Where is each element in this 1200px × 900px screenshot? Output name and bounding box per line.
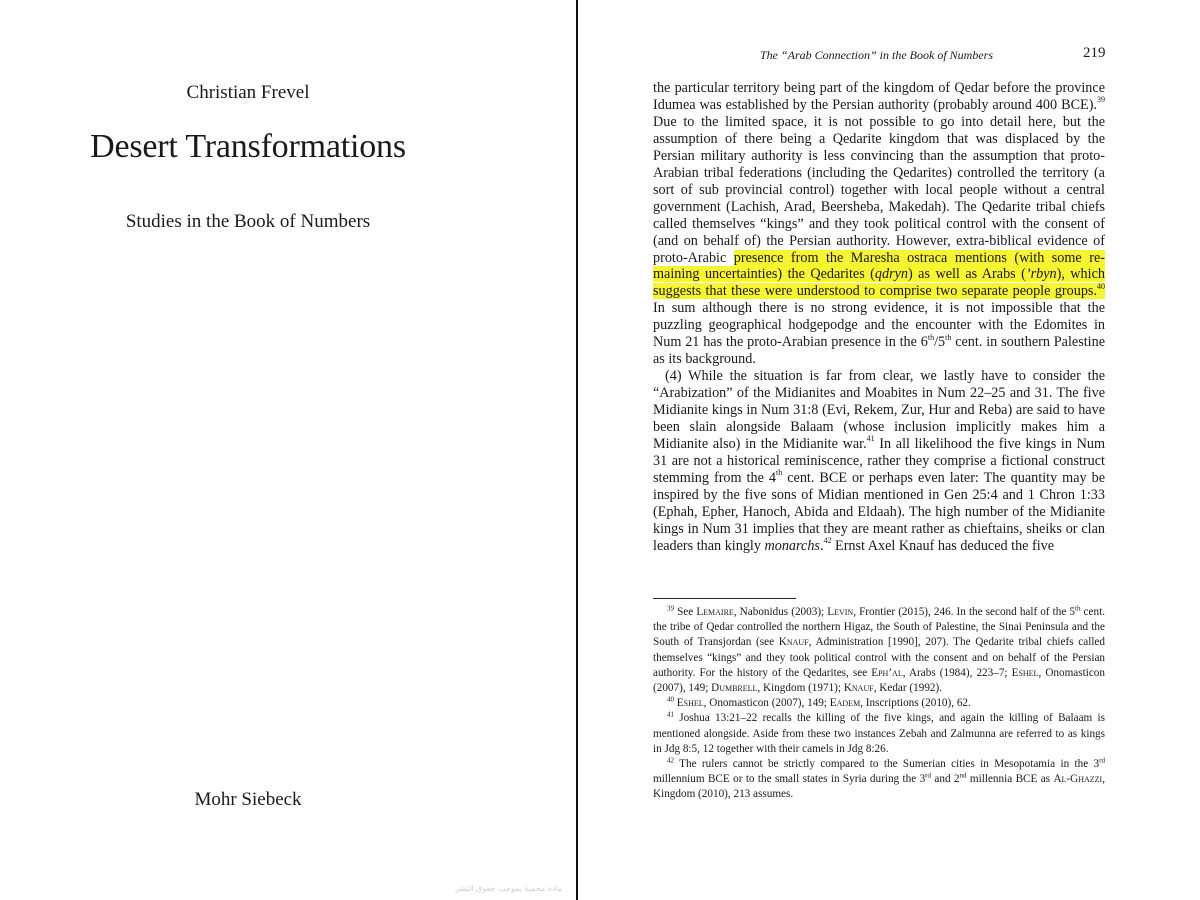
author-name: Levin	[827, 606, 854, 618]
author-name: Eshel	[676, 697, 704, 710]
text-run: , Onomasticon (2007), 149;	[653, 666, 1105, 695]
text-run: Joshua 13:21–22 recalls the killing of the five kings, and again the killing of Balaam is mentioned alongside. Aside from these two instances Zebah and Zalmunna are referred to as kings in Jdg 8:5, 12 together with their camels in Jdg 8:26.	[653, 712, 1105, 755]
author-name: Lemaire	[696, 606, 734, 618]
ordinal-suffix: nd	[959, 771, 967, 780]
text-run: , Inscriptions (2010), 62.	[860, 697, 971, 710]
body-text	[653, 80, 1105, 555]
author-name: Knauf	[843, 682, 874, 695]
footnote-ref-42[interactable]: 42	[823, 536, 832, 545]
text-run: millennium BCE or to the small states in Syria during the 3	[653, 773, 926, 786]
text-run: presence from the Maresha ostraca mentions (with some remaining uncertainties) the Qedarites (	[653, 249, 1105, 283]
right-page	[578, 0, 1200, 900]
text-run: , Kingdom (2010), 213 assumes.	[653, 773, 1105, 801]
text-run: /5	[934, 334, 946, 351]
paragraph-2	[653, 368, 1105, 554]
text-run: Due to the limited space, it is not possible to go into detail here, but the assumption of there being a Qedarite kingdom that was displaced by the Persian military authority is less convincing than the assumption that proto-Arabian tribal federations (including the Qedarites) controlled the territory (a sort of sub provincial control) together with local people without a central government (Lachish, Arad, Beersheba, Makedah). The Qedarite tribal chiefs called themselves “kings” and they took political control with the consent of (and on behalf of) the Persian authority. However, extra-biblical evidence of proto-Arabic	[653, 113, 1105, 266]
text-run: (4) While the situation is far from clear, we lastly have to consider the “Arabization” of the Midianites and Moabites in Num 22–25 and 31. The five Midianite kings in Num 31:8 (Evi, Rekem, Zur, Hur and Reba) are said to have been slain alongside Balaam (whose inclusion implicitly makes him a Midianite also) in the Midianite war.	[653, 368, 1105, 453]
italic-term-rbyn: ’rbyn	[1025, 266, 1057, 283]
ordinal-suffix: th	[927, 332, 935, 342]
publisher-name: Mohr Siebeck	[194, 789, 302, 810]
text-run: .	[819, 537, 824, 554]
ordinal-suffix: th	[945, 332, 952, 342]
text-run: the particular territory being part of the kingdom of Qedar before the province Idumea was established by the Persian authority (probably around 400 BCE).	[653, 80, 1105, 113]
running-head: The “Arab Connection” in the Book of Numbers	[760, 48, 993, 62]
text-run: , Administration [1990], 207). The Qedarite tribal chiefs called themselves “kings” and they took political control with the consent and on behalf of the Persian authority. For the history of the Qedarites, see	[653, 636, 1105, 679]
text-run: Ernst Axel Knauf has deduced the five	[831, 537, 1055, 554]
text-run: See	[674, 606, 697, 618]
text-run: ), which suggests that these were understood to comprise two separate people groups.	[653, 266, 1105, 300]
ordinal-suffix: rd	[925, 771, 932, 780]
footnote-ref-41[interactable]: 41	[866, 434, 875, 444]
ordinal-suffix: rd	[1099, 756, 1105, 765]
book-author: Christian Frevel	[186, 82, 310, 103]
author-name: Eshel	[1011, 666, 1039, 679]
paragraph-1	[653, 80, 1105, 368]
footnote-number: 41	[667, 710, 674, 719]
book-subtitle: Studies in the Book of Numbers	[125, 211, 371, 232]
text-run: In all likelihood the five kings in Num 31 are not a historical reminiscence, rather they comprise a fictional construct stemming from the 4	[653, 436, 1105, 486]
book-title: Desert Transformations	[90, 128, 406, 165]
footnote-42	[653, 757, 1105, 803]
text-run: cent. BCE or perhaps even later: The quantity may be inspired by the five sons of Midian mentioned in Gen 25:4 and 1 Chron 1:33 (Ephah, Epher, Hanoch, Abida and Eldaah). The high number of the Midianite kings in Num 31 implies that they are meant rather as chieftains, sheiks or clan leaders than kingly	[653, 469, 1106, 554]
text-run: cent. in southern Palestine as its background.	[653, 334, 1105, 368]
text-run: , Frontier (2015), 246. In the second half of the 5	[853, 606, 1076, 618]
footnote-separator	[653, 598, 796, 599]
text-run: , Nabonidus (2003);	[733, 606, 828, 618]
footnote-number: 39	[667, 604, 674, 613]
author-name: Knauf	[778, 636, 809, 649]
footnote-number: 40	[667, 695, 674, 704]
text-run: , Kedar (1992).	[873, 682, 943, 695]
footnote-ref-40[interactable]: 40	[1097, 281, 1105, 291]
page-number: 219	[1083, 45, 1106, 61]
ordinal-suffix: th	[775, 468, 783, 478]
footnotes	[653, 605, 1105, 803]
text-run: The rulers cannot be strictly compared to the Sumerian cities in Mesopotamia in the 3	[674, 758, 1100, 771]
footnote-41	[653, 711, 1105, 757]
footnote-40	[653, 696, 1105, 711]
author-name: Dumbrell	[711, 682, 758, 695]
italic-term-qdryn: qdryn	[874, 266, 909, 283]
text-run: cent. the tribe of Qedar controlled the northern Higaz, the South of Palestine, the Sinai Peninsula and the South of Transjordan (see	[653, 606, 1105, 649]
text-run: , Arabs (1984), 223–7;	[902, 666, 1012, 679]
author-name: Eadem	[829, 697, 861, 710]
author-name: Al-Ghazzi	[1053, 773, 1103, 786]
footnote-ref-39[interactable]: 39	[1097, 95, 1105, 105]
footnote-number: 42	[667, 756, 674, 765]
text-run: In sum although there is no strong evidence, it is not impossible that the puzzling geographical hodgepodge and the encounter with the Edomites in Num 21 has the proto-Arabian presence in the 6	[653, 300, 1105, 351]
copyright-watermark: مادة محمية بموجب حقوق النشر	[455, 884, 563, 893]
text-run: , Onomasticon (2007), 149;	[703, 697, 830, 710]
text-run: and 2	[931, 773, 960, 786]
text-run: millennia BCE as	[966, 773, 1054, 786]
text-run: , Kingdom (1971);	[757, 682, 844, 695]
footnote-39	[653, 605, 1105, 696]
left-page	[0, 0, 576, 900]
ordinal-suffix: th	[1075, 604, 1081, 613]
italic-term-monarchs: monarchs	[764, 537, 820, 554]
text-run: ) as well as Arabs (	[908, 266, 1026, 283]
author-name: Eph’al	[871, 666, 903, 679]
